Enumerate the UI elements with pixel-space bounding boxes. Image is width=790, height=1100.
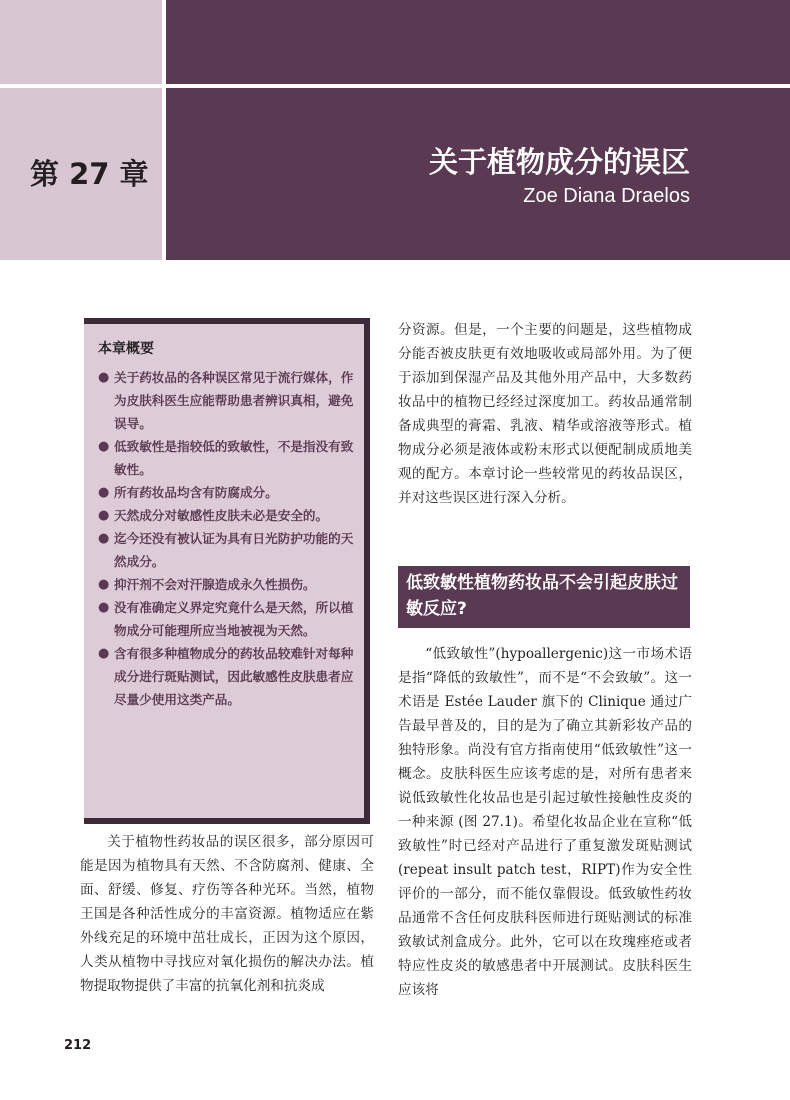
chapter-number: 第 27 章 bbox=[30, 157, 149, 191]
body-paragraph-right-1: 分资源。但是，一个主要的问题是，这些植物成分能否被皮肤更有效地吸收或局部外用。为了便于添加到保湿产品及其他外用产品中，大多数药妆品中的植物已经经过深度加工。药妆品通常制备成典型的膏霜、乳液、精华或溶液等形式。植物成分必须是液体或粉末形式以便配制成质地美观的配方。本章讨论一些较常见的药妆品误区，并对这些误区进行深入分析。 bbox=[398, 322, 692, 506]
bullet-icon: ● bbox=[98, 531, 110, 546]
section-heading-text: 低致敏性植物药妆品不会引起皮肤过敏反应? bbox=[406, 573, 678, 619]
bullet-icon: ● bbox=[98, 370, 110, 385]
bullet-icon: ● bbox=[98, 600, 110, 615]
chapter-summary-box bbox=[84, 318, 370, 824]
summary-item: ● 含有很多种植物成分的药妆品较难针对每种成分进行斑贴测试，因此敏感性皮肤患者应尽量少使用这类产品。 bbox=[96, 642, 358, 711]
summary-item: ● 低致敏性是指较低的致敏性，不是指没有致敏性。 bbox=[96, 435, 358, 481]
summary-item: ● 所有药妆品均含有防腐成分。 bbox=[96, 481, 358, 504]
page-number: 212 bbox=[64, 1038, 92, 1053]
summary-item: ● 天然成分对敏感性皮肤未必是安全的。 bbox=[96, 504, 358, 527]
header-block-top-right bbox=[166, 0, 790, 84]
summary-item: ● 没有准确定义界定究竟什么是天然，所以植物成分可能理所应当地被视为天然。 bbox=[96, 596, 358, 642]
bullet-icon: ● bbox=[98, 646, 110, 661]
bullet-icon: ● bbox=[98, 577, 110, 592]
summary-item: ● 关于药妆品的各种误区常见于流行媒体，作为皮肤科医生应能帮助患者辨识真相，避免误导。 bbox=[96, 366, 358, 435]
chapter-title: 关于植物成分的误区 bbox=[428, 145, 690, 179]
header-block-top-left bbox=[0, 0, 162, 84]
summary-list bbox=[96, 366, 358, 711]
summary-title: 本章概要 bbox=[98, 341, 154, 357]
bullet-icon: ● bbox=[98, 439, 110, 454]
summary-item: ● 抑汗剂不会对汗腺造成永久性损伤。 bbox=[96, 573, 358, 596]
body-paragraph-left: 关于植物性药妆品的误区很多，部分原因可能是因为植物具有天然、不含防腐剂、健康、全面、舒缓、修复、疗伤等各种光环。当然，植物王国是各种活性成分的丰富资源。植物适应在紫外线充足的环境中茁壮成长，正因为这个原因，人类从植物中寻找应对氧化损伤的解决办法。植物提取物提供了丰富的抗氧化剂和抗炎成 bbox=[80, 834, 374, 994]
section-heading bbox=[398, 566, 690, 628]
chapter-author: Zoe Diana Draelos bbox=[523, 185, 690, 207]
bullet-icon: ● bbox=[98, 508, 110, 523]
bullet-icon: ● bbox=[98, 485, 110, 500]
summary-item: ● 迄今还没有被认证为具有日光防护功能的天然成分。 bbox=[96, 527, 358, 573]
body-paragraph-right-2: “低致敏性”(hypoallergenic)这一市场术语是指“降低的致敏性”，而不是“不会致敏”。这一术语是 Estée Lauder 旗下的 Clinique 通过广告最早普及的，目的是为了确立其新彩妆产品的独特形象。尚没有官方指南使用“低致敏性”这一概念。皮肤科医生应该考虑的是，对所有患者来说低致敏性化妆品也是引起过敏性接触性皮炎的一种来源 (图 27.1)。希望化妆品企业在宣称“低致敏性”时已经对产品进行了重复激发斑贴测试(repeat insult patch test，RIPT)作为安全性评价的一部分，而不能仅靠假设。低致敏性药妆品通常不含任何皮肤科医师进行斑贴测试的标准致敏试剂盒成分。此外，它可以在玫瑰痤疮或者特应性皮炎的敏感患者中开展测试。皮肤科医生应该将 bbox=[398, 646, 692, 998]
